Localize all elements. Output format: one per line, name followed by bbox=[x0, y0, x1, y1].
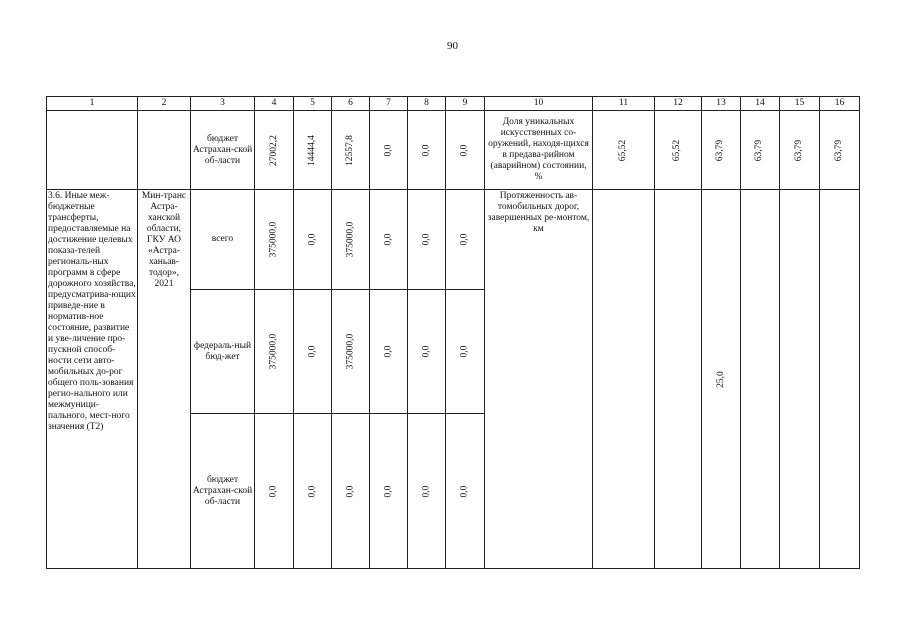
value-cell: 27002,2 bbox=[268, 134, 279, 166]
value-cell: 0,0 bbox=[307, 345, 317, 358]
indicator-cell: Протяженность ав-томобильных дорог, завершенных ре-монтом, км bbox=[485, 190, 593, 569]
table-row bbox=[47, 111, 860, 190]
col-header: 12 bbox=[655, 97, 702, 111]
value-cell: 14444,4 bbox=[307, 134, 317, 166]
value-cell: 0,0 bbox=[307, 233, 317, 246]
value-cell: 0,0 bbox=[459, 144, 470, 156]
value-cell: 0,0 bbox=[383, 485, 393, 497]
value-cell: 0,0 bbox=[383, 345, 393, 358]
value-cell: 0,0 bbox=[459, 345, 470, 358]
value-cell: 375000,0 bbox=[268, 221, 279, 258]
col-header: 1 bbox=[47, 97, 138, 111]
col-header: 11 bbox=[593, 97, 655, 111]
col-header: 9 bbox=[446, 97, 485, 111]
empty-cell bbox=[820, 190, 860, 569]
value-cell: 375000,0 bbox=[345, 221, 356, 258]
source-cell: всего bbox=[191, 190, 255, 290]
value-cell: 0,0 bbox=[459, 233, 470, 246]
col-header: 3 bbox=[191, 97, 255, 111]
source-cell: бюджет Астрахан-ской об-ласти bbox=[191, 111, 255, 190]
col-header: 5 bbox=[294, 97, 332, 111]
indicator-cell: Доля уникальных искусственных со-оружений, находя-щихся в предава-рийном (аварийном) состоянии, % bbox=[485, 111, 593, 190]
col-header: 10 bbox=[485, 97, 593, 111]
header-row bbox=[47, 97, 860, 111]
value-cell: 12557,8 bbox=[345, 134, 355, 166]
source-cell: федераль-ный бюд-жет bbox=[191, 290, 255, 414]
value-cell: 25,0 bbox=[715, 370, 726, 388]
col-header: 6 bbox=[332, 97, 370, 111]
value-cell: 63,79 bbox=[794, 139, 804, 161]
value-cell: 0,0 bbox=[383, 233, 393, 246]
col-header: 16 bbox=[820, 97, 860, 111]
value-cell: 65,52 bbox=[672, 139, 683, 161]
value-cell: 0,0 bbox=[421, 485, 431, 497]
page-number: 90 bbox=[447, 40, 458, 52]
table-row bbox=[47, 190, 860, 290]
value-cell: 0,0 bbox=[307, 485, 317, 497]
program-table bbox=[46, 96, 860, 569]
col-header: 7 bbox=[370, 97, 408, 111]
col-header: 8 bbox=[408, 97, 446, 111]
value-cell: 0,0 bbox=[421, 144, 431, 156]
value-cell: 0,0 bbox=[268, 485, 279, 497]
col-header: 13 bbox=[702, 97, 741, 111]
value-cell: 63,79 bbox=[834, 139, 844, 161]
value-cell: 0,0 bbox=[421, 345, 431, 358]
value-cell: 65,52 bbox=[618, 139, 628, 161]
executor-cell: Мин-транс Астра-ханской области, ГКУ АО «Астра-ханьав-тодор», 2021 bbox=[138, 190, 191, 569]
value-cell: 0,0 bbox=[345, 485, 355, 497]
col-header: 2 bbox=[138, 97, 191, 111]
col-header: 4 bbox=[255, 97, 294, 111]
value-cell: 375000,0 bbox=[268, 333, 279, 370]
value-cell: 63,79 bbox=[715, 139, 726, 161]
empty-cell bbox=[780, 190, 820, 569]
measure-name-cell: 3.6. Иные меж-бюджетные трансферты, предоставляемые на достижение целевых показа-телей региональ-ных программ в сфере дорожного хозяйства, предусматрива-ющих приведе-ние в норматив-ное состояние, развитие и уве-личение про-пускной способ-ности сети авто-мобильных до-рог общего поль-зования регио-нального или межмуници-пального, мест-ного значения (Т2) bbox=[47, 190, 138, 569]
source-cell: бюджет Астрахан-ской об-ласти bbox=[191, 414, 255, 569]
col-header: 14 bbox=[741, 97, 780, 111]
value-cell: 0,0 bbox=[421, 233, 431, 246]
empty-cell bbox=[138, 111, 191, 190]
value-cell: 0,0 bbox=[459, 485, 470, 497]
empty-cell bbox=[741, 190, 780, 569]
empty-cell bbox=[593, 190, 655, 569]
empty-cell bbox=[47, 111, 138, 190]
value-cell: 375000,0 bbox=[345, 333, 356, 370]
empty-cell bbox=[655, 190, 702, 569]
value-cell: 0,0 bbox=[383, 144, 393, 156]
value-cell: 63,79 bbox=[754, 139, 765, 161]
col-header: 15 bbox=[780, 97, 820, 111]
